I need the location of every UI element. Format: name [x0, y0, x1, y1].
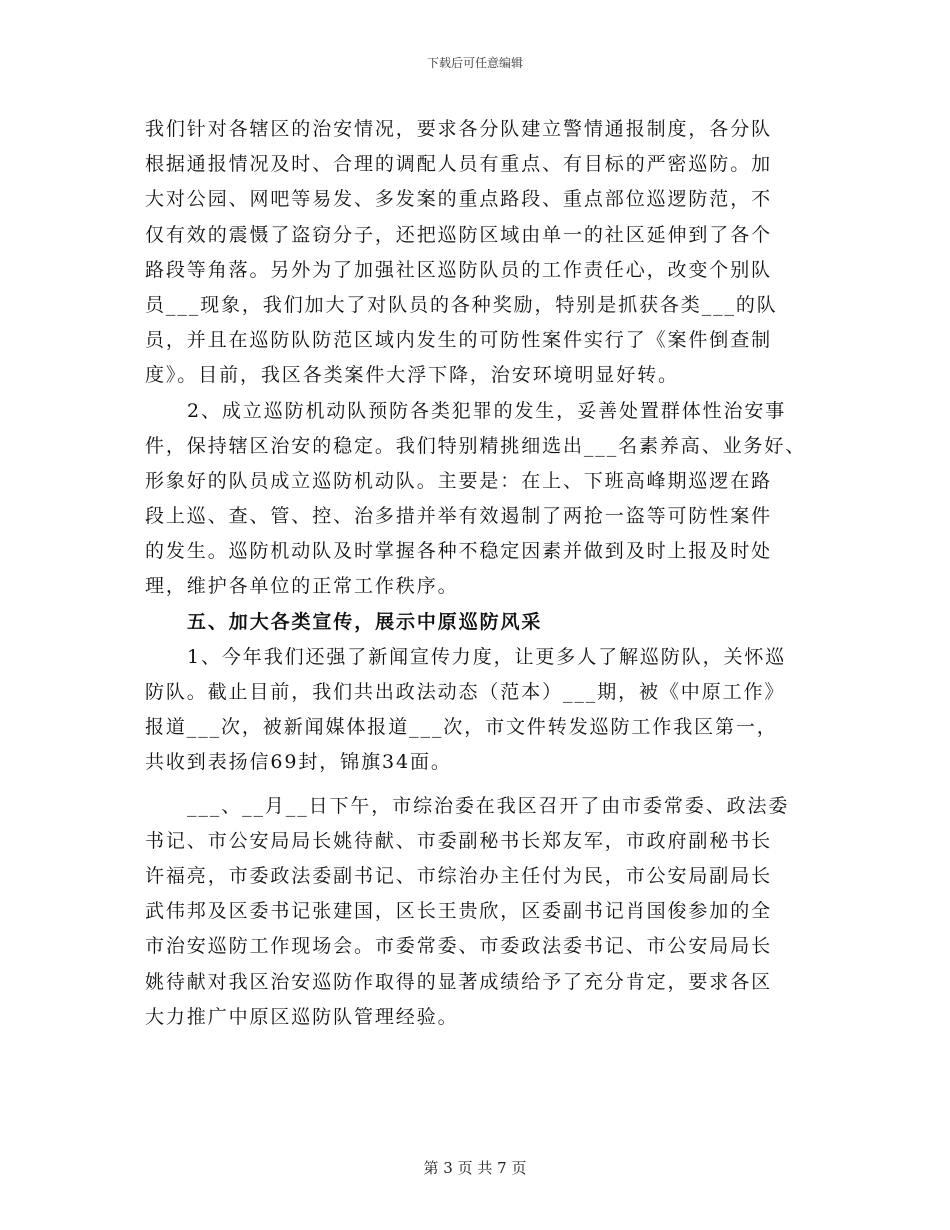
paragraph-line: 市治安巡防工作现场会。市委常委、市委政法委书记、市公安局局长 [145, 935, 773, 958]
paragraph-line: 路段等角落。另外为了加强社区巡防队员的工作责任心，改变个别队 [145, 258, 773, 281]
paragraph-line: 1、今年我们还强了新闻宣传力度，让更多人了解巡防队，关怀巡 [187, 645, 787, 668]
paragraph-line: 的发生。巡防机动队及时掌握各种不稳定因素并做到及时上报及时处 [145, 540, 773, 563]
paragraph-line: 大对公园、网吧等易发、多发案的重点路段、重点部位巡逻防范，不 [145, 188, 773, 211]
paragraph-line: 仅有效的震慑了盗窃分子，还把巡防区域由单一的社区延伸到了各个 [145, 223, 773, 246]
paragraph-line: 员，并且在巡防队防范区域内发生的可防性案件实行了《案件倒查制 [145, 329, 773, 352]
page-header: 下载后可任意编辑 [426, 56, 523, 70]
paragraph-line: 度》。目前，我区各类案件大浮下降，治安环境明显好转。 [145, 364, 679, 387]
paragraph-line: 段上巡、查、管、控、治多措并举有效遏制了两抢一盗等可防性案件 [145, 505, 773, 528]
paragraph-line: 大力推广中原区巡防队管理经验。 [145, 1005, 459, 1028]
paragraph-line: 件，保持辖区治安的稳定。我们特别精挑细选出___名素养高、业务好、 [145, 434, 807, 457]
paragraph-line: 员___现象，我们加大了对队员的各种奖励，特别是抓获各类___的队 [145, 293, 778, 316]
paragraph-line: 姚待献对我区治安巡防作取得的显著成绩给予了充分肯定，要求各区 [145, 970, 773, 993]
paragraph-line: 形象好的队员成立巡防机动队。主要是：在上、下班高峰期巡逻在路 [145, 469, 773, 492]
paragraph-line: 2、成立巡防机动队预防各类犯罪的发生，妥善处置群体性治安事 [187, 399, 787, 422]
paragraph-gap [145, 781, 807, 789]
paragraph-line: 武伟邦及区委书记张建国，区长王贵欣，区委副书记肖国俊参加的全 [145, 900, 773, 923]
paragraph-line: 防队。截止目前，我们共出政法动态（范本）___期，被《中原工作》 [145, 681, 786, 703]
section-heading: 五、加大各类宣传，展示中原巡防风采 [187, 610, 543, 633]
paragraph-line: 根据通报情况及时、合理的调配人员有重点、有目标的严密巡防。加 [145, 153, 773, 176]
page-footer: 第 3 页 共 7 页 [423, 1159, 527, 1177]
paragraph-line: 书记、市公安局局长姚待献、市委副秘书长郑友军，市政府副秘书长 [145, 829, 773, 852]
paragraph-line: 理，维护各单位的正常工作秩序。 [145, 575, 459, 598]
paragraph-line: 共收到表扬信69封，锦旗34面。 [145, 751, 452, 774]
paragraph-line: 许福亮，市委政法委副书记、市综治办主任付为民，市公安局副局长 [145, 864, 773, 887]
paragraph-line: 我们针对各辖区的治安情况，要求各分队建立警情通报制度，各分队 [145, 118, 773, 140]
paragraph-line: ___、__月__日下午，市综治委在我区召开了由市委常委、政法委 [187, 794, 790, 817]
document-body [145, 112, 807, 1035]
paragraph-line: 报道___次，被新闻媒体报道___次，市文件转发巡防工作我区第一， [145, 716, 778, 739]
